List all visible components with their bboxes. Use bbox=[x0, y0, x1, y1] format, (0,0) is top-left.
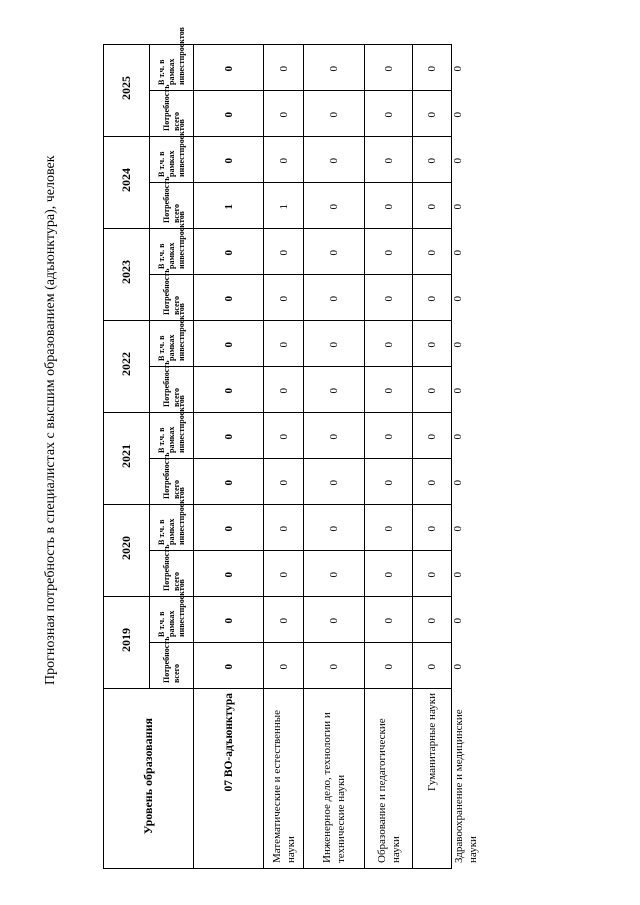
cell-value: 0 bbox=[222, 664, 235, 670]
value-cell bbox=[365, 91, 413, 137]
invest-subheader bbox=[150, 395, 194, 459]
cell-value: 0 bbox=[328, 480, 340, 486]
value-cell bbox=[194, 91, 264, 137]
value-cell bbox=[264, 459, 304, 505]
cell-value: 0 bbox=[277, 434, 290, 440]
cell-value: 1 bbox=[222, 204, 235, 210]
cell-value: 0 bbox=[452, 296, 464, 302]
cell-value: 0 bbox=[426, 480, 438, 486]
value-cell bbox=[413, 551, 452, 597]
cell-value: 0 bbox=[382, 342, 395, 348]
value-cell bbox=[413, 459, 452, 505]
cell-value: 0 bbox=[328, 296, 340, 302]
cell-value: 0 bbox=[452, 480, 464, 486]
value-cell bbox=[365, 459, 413, 505]
cell-value: 0 bbox=[222, 434, 235, 440]
subheader-label: В т.ч. в рамках инвестпроектов bbox=[156, 303, 186, 361]
cell-value: 0 bbox=[426, 618, 438, 624]
cell-value: 0 bbox=[452, 572, 464, 578]
value-cell bbox=[365, 413, 413, 459]
cell-value: 0 bbox=[452, 112, 464, 118]
invest-subheader bbox=[150, 487, 194, 551]
education-level-header-label: Уровень образования bbox=[141, 717, 155, 835]
cell-value: 0 bbox=[222, 296, 235, 302]
invest-subheader bbox=[150, 579, 194, 643]
cell-value: 0 bbox=[382, 480, 395, 486]
cell-value: 0 bbox=[277, 342, 290, 348]
value-cell bbox=[304, 367, 365, 413]
value-cell bbox=[264, 505, 304, 551]
value-cell bbox=[194, 321, 264, 367]
cell-value: 0 bbox=[426, 388, 438, 394]
cell-value: 1 bbox=[277, 204, 290, 210]
cell-value: 0 bbox=[452, 250, 464, 256]
value-cell bbox=[194, 505, 264, 551]
cell-value: 0 bbox=[277, 112, 290, 118]
value-cell bbox=[304, 597, 365, 643]
value-cell bbox=[264, 643, 304, 689]
cell-value: 0 bbox=[452, 342, 464, 348]
value-cell bbox=[365, 551, 413, 597]
row-label-cell bbox=[194, 689, 264, 869]
value-cell bbox=[264, 367, 304, 413]
value-cell bbox=[304, 229, 365, 275]
cell-value: 0 bbox=[222, 618, 235, 624]
value-cell bbox=[304, 321, 365, 367]
cell-value: 0 bbox=[382, 572, 395, 578]
cell-value: 0 bbox=[277, 618, 290, 624]
value-cell bbox=[304, 459, 365, 505]
value-cell bbox=[304, 413, 365, 459]
cell-value: 0 bbox=[328, 572, 340, 578]
value-cell bbox=[264, 551, 304, 597]
cell-value: 0 bbox=[426, 250, 438, 256]
value-cell bbox=[194, 137, 264, 183]
row-label-cell bbox=[365, 689, 413, 869]
cell-value: 0 bbox=[222, 158, 235, 164]
cell-value: 0 bbox=[382, 618, 395, 624]
year-2019-total-row bbox=[104, 643, 452, 689]
year-2023-total-row bbox=[104, 275, 452, 321]
row-label: Математические и естественные науки bbox=[270, 709, 297, 863]
row-label: Инженерное дело, технологии и технические науки bbox=[321, 712, 347, 863]
row-label-cell bbox=[304, 689, 365, 869]
page-title: Прогнозная потребность в специалистах с высшим образованием (адъюнктура), человек bbox=[43, 155, 58, 685]
subheader-label: В т.ч. в рамках инвестпроектов bbox=[156, 395, 186, 453]
demand-table bbox=[103, 27, 479, 869]
cell-value: 0 bbox=[222, 388, 235, 394]
value-cell bbox=[413, 505, 452, 551]
cell-value: 0 bbox=[452, 158, 464, 164]
cell-value: 0 bbox=[382, 250, 395, 256]
cell-value: 0 bbox=[382, 158, 395, 164]
value-cell bbox=[194, 459, 264, 505]
cell-value: 0 bbox=[426, 572, 438, 578]
value-cell bbox=[365, 229, 413, 275]
value-cell bbox=[413, 643, 452, 689]
cell-value: 0 bbox=[452, 66, 464, 72]
value-cell bbox=[365, 321, 413, 367]
subheader-label: Потребность всего bbox=[161, 544, 181, 591]
cell-value: 0 bbox=[426, 204, 438, 210]
cell-value: 0 bbox=[452, 434, 464, 440]
value-cell bbox=[365, 597, 413, 643]
value-cell bbox=[194, 45, 264, 91]
cell-value: 0 bbox=[426, 434, 438, 440]
cell-value: 0 bbox=[382, 204, 395, 210]
total-subheader bbox=[150, 452, 194, 505]
invest-subheader bbox=[150, 119, 194, 183]
subheader-label: Потребность всего bbox=[161, 636, 181, 683]
value-cell bbox=[304, 137, 365, 183]
value-cell bbox=[304, 505, 365, 551]
year-label: 2019 bbox=[119, 628, 133, 652]
year-2024-total-row bbox=[104, 183, 452, 229]
value-cell bbox=[304, 45, 365, 91]
value-cell bbox=[194, 275, 264, 321]
subheader-label: Потребность всего bbox=[161, 360, 181, 407]
cell-value: 0 bbox=[277, 158, 290, 164]
cell-value: 0 bbox=[452, 388, 464, 394]
year-2023-invest-row bbox=[104, 229, 452, 275]
value-cell bbox=[194, 643, 264, 689]
cell-value: 0 bbox=[328, 158, 340, 164]
value-cell bbox=[365, 505, 413, 551]
cell-value: 0 bbox=[426, 112, 438, 118]
value-cell bbox=[264, 183, 304, 229]
subheader-label: В т.ч. в рамках инвестпроектов bbox=[156, 119, 186, 177]
year-header bbox=[104, 597, 150, 689]
value-cell bbox=[304, 643, 365, 689]
value-cell bbox=[413, 45, 452, 91]
value-cell bbox=[264, 321, 304, 367]
year-2022-invest-row bbox=[104, 321, 452, 367]
cell-value: 0 bbox=[452, 204, 464, 210]
value-cell bbox=[413, 91, 452, 137]
cell-value: 0 bbox=[277, 66, 290, 72]
cell-value: 0 bbox=[328, 664, 340, 670]
cell-value: 0 bbox=[328, 112, 340, 118]
row-label-cell bbox=[264, 689, 304, 869]
value-cell bbox=[194, 413, 264, 459]
total-subheader bbox=[150, 176, 194, 229]
row-label: Гуманитарные науки bbox=[426, 693, 438, 792]
row-label: Образование и педагогические науки bbox=[375, 718, 402, 863]
value-cell bbox=[413, 321, 452, 367]
value-cell bbox=[194, 367, 264, 413]
year-2022-total-row bbox=[104, 367, 452, 413]
value-cell bbox=[264, 597, 304, 643]
year-label: 2020 bbox=[119, 536, 133, 560]
value-cell bbox=[194, 551, 264, 597]
subheader-label: Потребность всего bbox=[161, 268, 181, 315]
value-cell bbox=[264, 275, 304, 321]
row-label-cell bbox=[413, 689, 452, 869]
value-cell bbox=[365, 643, 413, 689]
cell-value: 0 bbox=[426, 296, 438, 302]
cell-value: 0 bbox=[328, 342, 340, 348]
cell-value: 0 bbox=[382, 112, 395, 118]
value-cell bbox=[304, 275, 365, 321]
cell-value: 0 bbox=[222, 250, 235, 256]
cell-value: 0 bbox=[328, 388, 340, 394]
value-cell bbox=[304, 183, 365, 229]
subheader-label: В т.ч. в рамках инвестпроектов bbox=[156, 211, 186, 269]
year-2020-invest-row bbox=[104, 505, 452, 551]
year-2020-total-row bbox=[104, 551, 452, 597]
value-cell bbox=[365, 137, 413, 183]
total-subheader bbox=[150, 360, 194, 413]
year-2025-invest-row bbox=[104, 45, 452, 91]
subheader-label: Потребность всего bbox=[161, 84, 181, 131]
cell-value: 0 bbox=[328, 618, 340, 624]
cell-value: 0 bbox=[426, 342, 438, 348]
cell-value: 0 bbox=[277, 480, 290, 486]
value-cell bbox=[413, 367, 452, 413]
year-2024-invest-row bbox=[104, 137, 452, 183]
cell-value: 0 bbox=[426, 526, 438, 532]
year-header bbox=[104, 505, 150, 597]
value-cell bbox=[264, 91, 304, 137]
year-header bbox=[104, 45, 150, 137]
cell-value: 0 bbox=[426, 158, 438, 164]
cell-value: 0 bbox=[328, 434, 340, 440]
invest-subheader bbox=[150, 211, 194, 275]
value-cell bbox=[365, 183, 413, 229]
cell-value: 0 bbox=[426, 66, 438, 72]
year-header bbox=[104, 413, 150, 505]
year-2021-total-row bbox=[104, 459, 452, 505]
cell-value: 0 bbox=[452, 618, 464, 624]
value-cell bbox=[365, 275, 413, 321]
row-label: Здравоохранение и медицинские науки bbox=[453, 709, 479, 863]
row-label: 07 ВО-адъюнктура bbox=[222, 693, 235, 792]
cell-value: 0 bbox=[277, 526, 290, 532]
cell-value: 0 bbox=[222, 66, 235, 72]
year-label: 2025 bbox=[119, 76, 133, 100]
cell-value: 0 bbox=[222, 572, 235, 578]
year-header bbox=[104, 229, 150, 321]
cell-value: 0 bbox=[382, 296, 395, 302]
total-subheader bbox=[150, 268, 194, 321]
cell-value: 0 bbox=[222, 480, 235, 486]
cell-value: 0 bbox=[382, 388, 395, 394]
value-cell bbox=[194, 597, 264, 643]
cell-value: 0 bbox=[277, 664, 290, 670]
total-subheader bbox=[150, 84, 194, 137]
cell-value: 0 bbox=[222, 342, 235, 348]
cell-value: 0 bbox=[222, 112, 235, 118]
total-subheader bbox=[150, 636, 194, 689]
value-cell bbox=[413, 597, 452, 643]
value-cell bbox=[264, 45, 304, 91]
label-row bbox=[104, 689, 452, 869]
year-2021-invest-row bbox=[104, 413, 452, 459]
value-cell bbox=[413, 413, 452, 459]
subheader-label: В т.ч. в рамках инвестпроектов bbox=[156, 579, 186, 637]
value-cell bbox=[413, 275, 452, 321]
cell-value: 0 bbox=[426, 664, 438, 670]
value-cell bbox=[264, 413, 304, 459]
cell-value: 0 bbox=[382, 434, 395, 440]
value-cell bbox=[365, 45, 413, 91]
cell-value: 0 bbox=[222, 526, 235, 532]
cell-value: 0 bbox=[277, 388, 290, 394]
cell-value: 0 bbox=[277, 296, 290, 302]
value-cell bbox=[264, 137, 304, 183]
cell-value: 0 bbox=[452, 664, 464, 670]
value-cell bbox=[264, 229, 304, 275]
value-cell bbox=[365, 367, 413, 413]
cell-value: 0 bbox=[452, 526, 464, 532]
education-level-header bbox=[104, 689, 194, 869]
year-label: 2023 bbox=[119, 260, 133, 284]
value-cell bbox=[413, 137, 452, 183]
subheader-label: Потребность всего bbox=[161, 452, 181, 499]
value-cell bbox=[413, 183, 452, 229]
cell-value: 0 bbox=[277, 572, 290, 578]
cell-value: 0 bbox=[382, 664, 395, 670]
subheader-label: В т.ч. в рамках инвестпроектов bbox=[156, 27, 186, 85]
invest-subheader bbox=[150, 27, 194, 91]
cell-value: 0 bbox=[328, 66, 340, 72]
subheader-label: В т.ч. в рамках инвестпроектов bbox=[156, 487, 186, 545]
value-cell bbox=[194, 229, 264, 275]
year-label: 2021 bbox=[119, 444, 133, 468]
year-header bbox=[104, 137, 150, 229]
year-label: 2022 bbox=[119, 352, 133, 376]
year-label: 2024 bbox=[119, 168, 133, 192]
cell-value: 0 bbox=[382, 66, 395, 72]
total-subheader bbox=[150, 544, 194, 597]
subheader-label: Потребность всего bbox=[161, 176, 181, 223]
cell-value: 0 bbox=[382, 526, 395, 532]
year-2025-total-row bbox=[104, 91, 452, 137]
value-cell bbox=[413, 229, 452, 275]
invest-subheader bbox=[150, 303, 194, 367]
value-cell bbox=[304, 91, 365, 137]
cell-value: 0 bbox=[328, 526, 340, 532]
year-2019-invest-row bbox=[104, 597, 452, 643]
value-cell bbox=[304, 551, 365, 597]
year-header bbox=[104, 321, 150, 413]
cell-value: 0 bbox=[328, 250, 340, 256]
value-cell bbox=[194, 183, 264, 229]
cell-value: 0 bbox=[277, 250, 290, 256]
cell-value: 0 bbox=[328, 204, 340, 210]
